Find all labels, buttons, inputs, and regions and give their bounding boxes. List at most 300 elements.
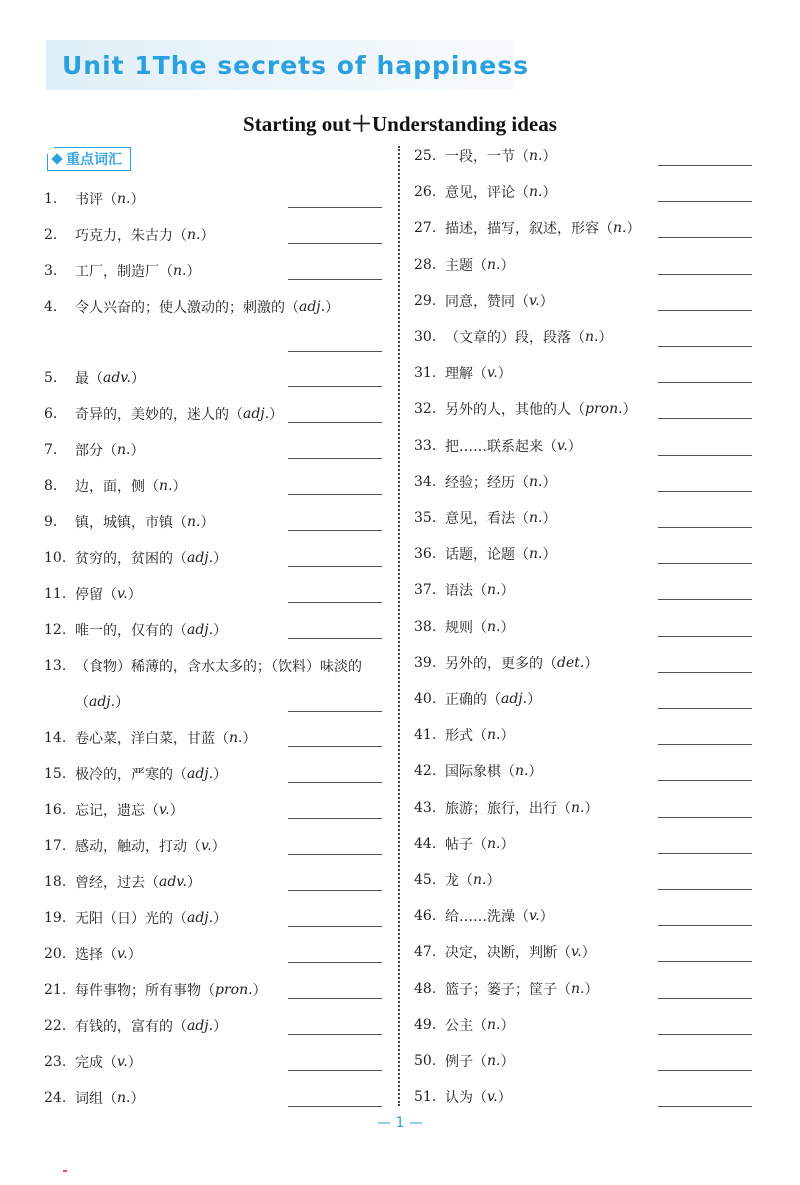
item-meaning: 龙 xyxy=(445,873,459,889)
paren-close: ） xyxy=(584,801,599,817)
vocab-item xyxy=(414,833,514,855)
vocab-item xyxy=(44,1087,144,1109)
paren-open: （ xyxy=(515,547,529,563)
part-of-speech: v. xyxy=(571,944,582,960)
part-of-speech: v. xyxy=(117,1054,128,1070)
item-number: 9. xyxy=(44,514,58,530)
vocab-item xyxy=(414,797,598,819)
paren-close: ） xyxy=(200,228,215,244)
item-meaning: 部分 xyxy=(75,443,103,459)
item-meaning: 理解 xyxy=(445,366,473,382)
answer-blank[interactable] xyxy=(658,310,752,311)
paren-open: （ xyxy=(103,587,117,603)
item-number: 4. xyxy=(44,299,58,315)
paren-close: ） xyxy=(242,731,257,747)
item-meaning: 语法 xyxy=(445,583,473,599)
paren-open: （ xyxy=(229,407,243,423)
paren-open: （ xyxy=(557,982,571,998)
vocab-item xyxy=(414,941,596,963)
vocab-item xyxy=(414,1014,514,1036)
part-of-speech: v. xyxy=(557,438,568,454)
item-number: 47. xyxy=(414,944,437,960)
part-of-speech: n. xyxy=(613,220,627,236)
paren-open: （ xyxy=(571,402,585,418)
part-of-speech: n. xyxy=(229,730,243,746)
part-of-speech: n. xyxy=(187,514,201,530)
paren-close: ） xyxy=(130,443,145,459)
answer-blank[interactable] xyxy=(658,961,752,962)
vocab-item xyxy=(414,435,582,457)
item-number: 42. xyxy=(414,763,437,779)
part-of-speech: adj. xyxy=(187,766,214,782)
item-number: 15. xyxy=(44,766,67,782)
item-meaning: 规则 xyxy=(445,620,473,636)
item-meaning: 形式 xyxy=(445,728,473,744)
tag-corner xyxy=(47,147,54,154)
answer-blank[interactable] xyxy=(658,925,752,926)
vocab-item xyxy=(44,655,362,677)
paren-close: ） xyxy=(500,728,515,744)
unit-label: Unit 1 xyxy=(62,50,153,80)
paren-close: ） xyxy=(127,947,142,963)
paren-open: （ xyxy=(473,837,487,853)
item-number: 21. xyxy=(44,982,67,998)
paren-close: ） xyxy=(567,439,582,455)
paren-close: ） xyxy=(187,875,202,891)
paren-open: （ xyxy=(473,258,487,274)
vocab-item xyxy=(44,799,184,821)
paren-close: ） xyxy=(497,1090,512,1106)
answer-blank[interactable] xyxy=(658,1034,752,1035)
answer-blank[interactable] xyxy=(658,418,752,419)
item-number: 27. xyxy=(414,220,437,236)
paren-open: （ xyxy=(89,371,103,387)
part-of-speech: v. xyxy=(487,365,498,381)
unit-banner xyxy=(46,40,530,90)
vocab-item xyxy=(414,507,556,529)
paren-open: （ xyxy=(473,366,487,382)
answer-blank[interactable] xyxy=(658,672,752,673)
vocab-item xyxy=(44,547,227,569)
item-meaning: （食物）稀薄的，含水太多的；（饮料）味淡的 xyxy=(75,659,362,675)
vocab-item xyxy=(44,224,214,246)
answer-blank[interactable] xyxy=(658,563,752,564)
vocab-item xyxy=(414,579,514,601)
answer-blank[interactable] xyxy=(288,782,382,783)
item-number: 51. xyxy=(414,1089,437,1105)
answer-blank[interactable] xyxy=(658,346,752,347)
item-number: 1. xyxy=(44,191,58,207)
answer-blank[interactable] xyxy=(658,382,752,383)
answer-blank[interactable] xyxy=(658,1070,752,1071)
paren-close: ） xyxy=(500,583,515,599)
part-of-speech: v. xyxy=(201,838,212,854)
item-number: 2. xyxy=(44,227,58,243)
answer-blank[interactable] xyxy=(288,422,382,423)
paren-close: ） xyxy=(542,185,557,201)
paren-open: （ xyxy=(571,330,585,346)
paren-open: （ xyxy=(515,909,529,925)
paren-close: ） xyxy=(626,221,641,237)
vocab-tag-label: 重点词汇 xyxy=(66,152,122,168)
part-of-speech: n. xyxy=(529,474,543,490)
answer-blank[interactable] xyxy=(658,780,752,781)
item-meaning: 忘记，遗忘 xyxy=(75,803,145,819)
paren-open: （ xyxy=(473,728,487,744)
item-meaning: 另外的，更多的 xyxy=(445,656,543,672)
part-of-speech: v. xyxy=(117,946,128,962)
item-number: 3. xyxy=(44,263,58,279)
paren-open: （ xyxy=(501,764,515,780)
paren-close: ） xyxy=(500,258,515,274)
paren-close: ） xyxy=(130,192,145,208)
paren-close: ） xyxy=(539,294,554,310)
item-meaning: 极冷的，严寒的 xyxy=(75,767,173,783)
paren-close: ） xyxy=(127,1055,142,1071)
part-of-speech: n. xyxy=(487,582,501,598)
item-number: 35. xyxy=(414,510,437,526)
answer-blank[interactable] xyxy=(658,274,752,275)
item-meaning: （文章的）段，段落 xyxy=(445,330,571,346)
answer-blank[interactable] xyxy=(288,207,382,208)
item-number: 13. xyxy=(44,658,67,674)
paren-close: ） xyxy=(213,551,228,567)
part-of-speech: n. xyxy=(487,836,501,852)
item-number: 43. xyxy=(414,800,437,816)
unit-title: The secrets of happiness xyxy=(152,50,530,80)
vocab-item xyxy=(414,398,637,420)
part-of-speech: n. xyxy=(487,1017,501,1033)
vocab-item xyxy=(414,181,556,203)
item-meaning: 奇异的，美妙的，迷人的 xyxy=(75,407,229,423)
paren-open: （ xyxy=(159,264,173,280)
paren-close: ） xyxy=(542,475,557,491)
answer-blank[interactable] xyxy=(658,237,752,238)
paren-close: ） xyxy=(269,407,284,423)
item-meaning: 镇，城镇，市镇 xyxy=(75,515,173,531)
paren-close: ） xyxy=(542,511,557,527)
paren-open: （ xyxy=(473,1090,487,1106)
part-of-speech: adv. xyxy=(103,370,132,386)
item-number: 24. xyxy=(44,1090,67,1106)
paren-open: （ xyxy=(103,947,117,963)
paren-close: ） xyxy=(131,371,146,387)
part-of-speech: n. xyxy=(487,727,501,743)
vocab-item xyxy=(44,403,283,425)
part-of-speech: n. xyxy=(571,800,585,816)
paren-open: （ xyxy=(173,228,187,244)
paren-close: ） xyxy=(598,330,613,346)
part-of-speech: n. xyxy=(529,148,543,164)
answer-blank[interactable] xyxy=(288,1070,382,1071)
answer-blank[interactable] xyxy=(288,279,382,280)
vocab-item xyxy=(414,869,500,891)
answer-blank[interactable] xyxy=(658,1106,752,1107)
item-meaning: 正确的 xyxy=(445,692,487,708)
paren-close: ） xyxy=(584,656,599,672)
item-meaning: 意见，看法 xyxy=(445,511,515,527)
item-number: 16. xyxy=(44,802,67,818)
item-meaning: 边，面，侧 xyxy=(75,479,145,495)
paren-open: （ xyxy=(173,515,187,531)
answer-blank[interactable] xyxy=(658,817,752,818)
part-of-speech: adj. xyxy=(187,550,214,566)
item-meaning: 完成 xyxy=(75,1055,103,1071)
paren-close: ） xyxy=(169,803,184,819)
vocab-item xyxy=(414,688,541,710)
part-of-speech: n. xyxy=(173,263,187,279)
part-of-speech: n. xyxy=(473,872,487,888)
answer-blank[interactable] xyxy=(288,243,382,244)
item-number: 34. xyxy=(414,474,437,490)
paren-open: （ xyxy=(557,945,571,961)
answer-blank[interactable] xyxy=(658,165,752,166)
item-meaning: 词组 xyxy=(75,1091,103,1107)
part-of-speech: pron. xyxy=(585,401,623,417)
vocab-item xyxy=(44,511,214,533)
item-meaning: 巧克力，朱古力 xyxy=(75,228,173,244)
paren-close: ） xyxy=(325,300,340,316)
vocab-item xyxy=(414,145,556,167)
vocab-item xyxy=(414,978,598,1000)
answer-blank[interactable] xyxy=(658,527,752,528)
paren-close: ） xyxy=(127,587,142,603)
part-of-speech: adj. xyxy=(187,1018,214,1034)
paren-close: ） xyxy=(542,547,557,563)
item-number: 8. xyxy=(44,478,58,494)
item-number: 18. xyxy=(44,874,67,890)
answer-blank[interactable] xyxy=(288,1106,382,1107)
answer-blank[interactable] xyxy=(288,530,382,531)
section-title: Starting out＋Understanding ideas xyxy=(243,112,557,136)
part-of-speech: n. xyxy=(117,442,131,458)
item-number: 39. xyxy=(414,655,437,671)
vocab-item xyxy=(44,619,227,641)
item-meaning: 卷心菜，洋白菜，甘蓝 xyxy=(75,731,215,747)
item-number: 6. xyxy=(44,406,58,422)
item-number: 25. xyxy=(414,148,437,164)
part-of-speech: adv. xyxy=(159,874,188,890)
answer-blank[interactable] xyxy=(288,351,382,352)
item-meaning: 无阳（日）光的 xyxy=(75,911,173,927)
answer-blank[interactable] xyxy=(288,494,382,495)
answer-blank[interactable] xyxy=(288,746,382,747)
paren-open: （ xyxy=(557,801,571,817)
vocab-item xyxy=(44,1015,227,1037)
vocab-item xyxy=(414,543,556,565)
part-of-speech: n. xyxy=(585,329,599,345)
paren-close: ） xyxy=(542,149,557,165)
paren-close: ） xyxy=(213,767,228,783)
item-meaning: 有钱的，富有的 xyxy=(75,1019,173,1035)
part-of-speech: v. xyxy=(529,908,540,924)
paren-open: （ xyxy=(75,695,89,711)
item-meaning: 一段，一节 xyxy=(445,149,515,165)
item-number: 32. xyxy=(414,401,437,417)
vocab-item xyxy=(44,188,144,210)
paren-close: ） xyxy=(528,764,543,780)
paren-open: （ xyxy=(473,1018,487,1034)
answer-blank[interactable] xyxy=(658,853,752,854)
paren-open: （ xyxy=(145,803,159,819)
item-number: 11. xyxy=(44,586,67,602)
part-of-speech: n. xyxy=(529,510,543,526)
item-number: 50. xyxy=(414,1053,437,1069)
answer-blank[interactable] xyxy=(288,1034,382,1035)
answer-blank[interactable] xyxy=(288,711,382,712)
vocab-item xyxy=(44,979,267,1001)
vocab-item xyxy=(414,362,512,384)
answer-blank[interactable] xyxy=(658,201,752,202)
item-meaning: 令人兴奋的；使人激动的；刺激的 xyxy=(75,300,285,316)
answer-blank[interactable] xyxy=(288,638,382,639)
paren-close: ） xyxy=(527,692,542,708)
answer-blank[interactable] xyxy=(288,818,382,819)
paren-open: （ xyxy=(103,1055,117,1071)
item-meaning: 另外的人，其他的人 xyxy=(445,402,571,418)
paren-close: ） xyxy=(500,837,515,853)
paren-open: （ xyxy=(103,1091,117,1107)
item-number: 26. xyxy=(414,184,437,200)
vocab-item-continued xyxy=(75,691,129,713)
paren-open: （ xyxy=(473,583,487,599)
paren-close: ） xyxy=(581,945,596,961)
item-number: 10. xyxy=(44,550,67,566)
vocab-item xyxy=(414,724,514,746)
item-number: 28. xyxy=(414,257,437,273)
answer-blank[interactable] xyxy=(658,708,752,709)
part-of-speech: v. xyxy=(159,802,170,818)
item-number: 46. xyxy=(414,908,437,924)
answer-blank[interactable] xyxy=(658,889,752,890)
paren-close: ） xyxy=(115,695,130,711)
vocab-item xyxy=(414,254,514,276)
answer-blank[interactable] xyxy=(288,386,382,387)
answer-blank[interactable] xyxy=(658,998,752,999)
vocab-item xyxy=(44,871,201,893)
paren-close: ） xyxy=(500,1018,515,1034)
paren-open: （ xyxy=(473,1054,487,1070)
column-divider xyxy=(398,146,400,1106)
item-meaning: 例子 xyxy=(445,1054,473,1070)
item-meaning: 感动，触动，打动 xyxy=(75,839,187,855)
paren-close: ） xyxy=(622,402,637,418)
item-meaning: 旅游；旅行，出行 xyxy=(445,801,557,817)
answer-blank[interactable] xyxy=(658,455,752,456)
part-of-speech: pron. xyxy=(215,982,253,998)
item-meaning: 决定，决断，判断 xyxy=(445,945,557,961)
item-number: 31. xyxy=(414,365,437,381)
paren-open: （ xyxy=(473,620,487,636)
item-meaning: 帖子 xyxy=(445,837,473,853)
paren-close: ） xyxy=(497,366,512,382)
item-meaning: 同意，赞同 xyxy=(445,294,515,310)
vocab-item xyxy=(414,760,542,782)
answer-blank[interactable] xyxy=(288,998,382,999)
vocab-item xyxy=(414,905,554,927)
paren-open: （ xyxy=(487,692,501,708)
item-number: 17. xyxy=(44,838,67,854)
part-of-speech: adj. xyxy=(299,299,326,315)
answer-blank[interactable] xyxy=(658,491,752,492)
vocab-item xyxy=(44,475,186,497)
item-number: 36. xyxy=(414,546,437,562)
answer-blank[interactable] xyxy=(288,926,382,927)
vocab-item xyxy=(414,471,556,493)
part-of-speech: adj. xyxy=(187,622,214,638)
item-meaning: 认为 xyxy=(445,1090,473,1106)
answer-blank[interactable] xyxy=(288,890,382,891)
vocab-item xyxy=(44,260,200,282)
vocab-item xyxy=(414,217,640,239)
answer-blank[interactable] xyxy=(658,744,752,745)
part-of-speech: adj. xyxy=(243,406,270,422)
vocab-item xyxy=(414,1050,514,1072)
print-mark xyxy=(63,1170,67,1172)
paren-open: （ xyxy=(459,873,473,889)
part-of-speech: n. xyxy=(529,546,543,562)
part-of-speech: n. xyxy=(117,191,131,207)
paren-close: ） xyxy=(172,479,187,495)
vocab-item xyxy=(44,583,142,605)
item-meaning: 曾经，过去 xyxy=(75,875,145,891)
vocab-item xyxy=(414,652,598,674)
paren-open: （ xyxy=(173,551,187,567)
part-of-speech: det. xyxy=(557,655,585,671)
vocab-item xyxy=(44,727,256,749)
item-number: 37. xyxy=(414,582,437,598)
item-meaning: 给……洗澡 xyxy=(445,909,515,925)
item-number: 14. xyxy=(44,730,67,746)
item-meaning: 贫穷的，贫困的 xyxy=(75,551,173,567)
vocab-item xyxy=(44,367,145,389)
paren-open: （ xyxy=(145,479,159,495)
vocab-item xyxy=(44,943,142,965)
answer-blank[interactable] xyxy=(288,854,382,855)
item-number: 30. xyxy=(414,329,437,345)
answer-blank[interactable] xyxy=(288,602,382,603)
item-meaning: 工厂，制造厂 xyxy=(75,264,159,280)
paren-open: （ xyxy=(173,911,187,927)
paren-close: ） xyxy=(252,983,267,999)
paren-open: （ xyxy=(515,294,529,310)
paren-open: （ xyxy=(599,221,613,237)
vocab-item xyxy=(44,907,227,929)
paren-open: （ xyxy=(515,511,529,527)
part-of-speech: v. xyxy=(117,586,128,602)
item-number: 33. xyxy=(414,438,437,454)
vocab-item xyxy=(44,835,226,857)
paren-open: （ xyxy=(187,839,201,855)
answer-blank[interactable] xyxy=(288,566,382,567)
item-number: 22. xyxy=(44,1018,67,1034)
answer-blank[interactable] xyxy=(658,636,752,637)
paren-open: （ xyxy=(201,983,215,999)
item-number: 40. xyxy=(414,691,437,707)
paren-open: （ xyxy=(515,475,529,491)
item-meaning: 国际象棋 xyxy=(445,764,501,780)
vocab-item xyxy=(44,1051,142,1073)
answer-blank[interactable] xyxy=(288,962,382,963)
answer-blank[interactable] xyxy=(288,458,382,459)
item-meaning: 公主 xyxy=(445,1018,473,1034)
vocab-item xyxy=(414,326,612,348)
part-of-speech: n. xyxy=(529,184,543,200)
paren-close: ） xyxy=(213,623,228,639)
answer-blank[interactable] xyxy=(658,599,752,600)
item-number: 48. xyxy=(414,981,437,997)
paren-open: （ xyxy=(285,300,299,316)
